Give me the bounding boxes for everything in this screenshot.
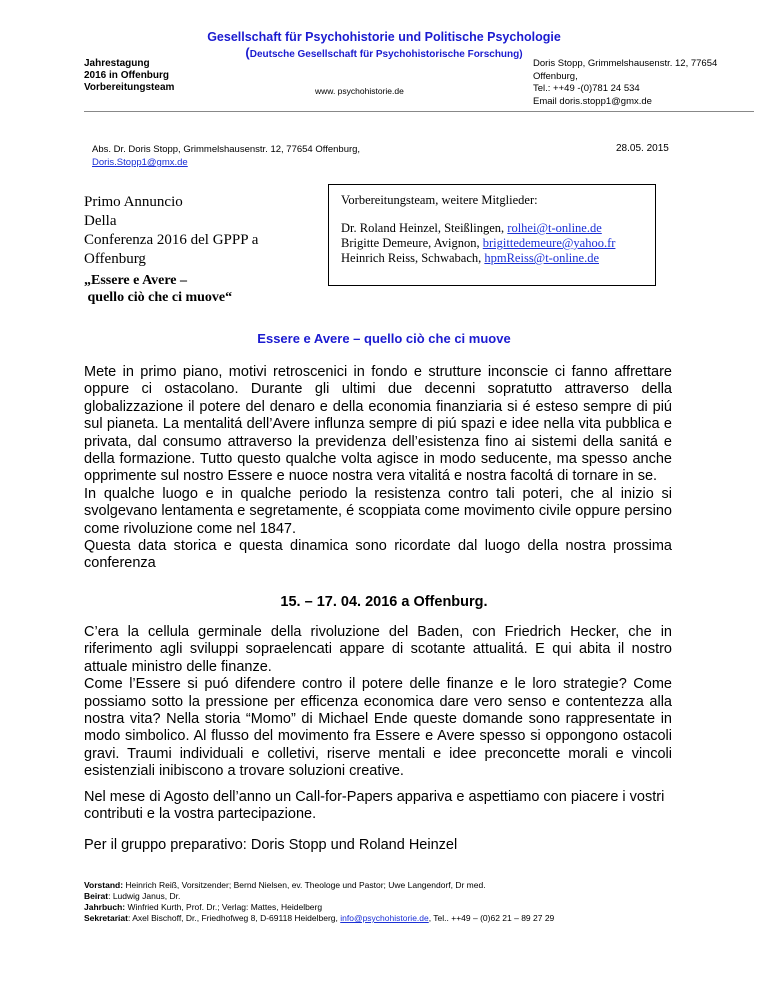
team-member-email-link[interactable]: rolhei@t-online.de [507,221,602,235]
paragraph-text: Mete in primo piano, motivi retroscenici in fondo e strutture inconscie ci fanno affrettare oppure ci ostacolano. Durante gli ultimi due decenni sopratutto attraverso della globalizzazione il potere del denaro e della economia finanziaria si é esteso sempre di piú sul pianeta. La mentalitá dell’Avere influnza sempre di piú spazi e idee nella vita pubblica e privata, dal consumo attraverso la previdenza dell’esistenza fino ai sistemi della sanitá e della formazione. Tutto questo qualche volta agisce in modo seducente, ma spesso anche opprimente sul nostro Essere e nuoce nostra vera vitalitá e nostra facoltá di tornare in se. [84,364,672,485]
announce-line: Offenburg [84,251,146,267]
event-date: 15. – 17. 04. 2016 a Offenburg. [280,594,488,610]
call-for-papers-paragraph: Nel mese di Agosto dell’anno un Call-for-Papers appariva e aspettiamo con piacere i vostri contributi e la vostra partecipazione. [84,789,665,823]
team-box [328,184,656,286]
footer-text: , Tel.. ++49 – (0)62 21 – 89 27 29 [428,913,555,923]
team-member-name: Heinrich Reiss, Schwabach, [341,251,485,265]
signature-line: Per il gruppo preparativo: Doris Stopp und Roland Heinzel [84,837,458,853]
footer-text: : Ludwig Janus, Dr. [108,891,181,901]
website: www. psychohistorie.de [315,86,404,96]
announce-line: Conferenza 2016 del GPPP a [84,232,259,248]
contact-email[interactable]: doris.stopp1@gmx.de [559,95,652,107]
subtitle-line: quello ciò che ci muove“ [84,290,233,305]
footer-vorstand [84,880,724,891]
sender-email-link[interactable]: Doris.Stopp1@gmx.de [92,157,188,168]
announce-line: Della [84,213,117,229]
contact-email-line [533,96,753,109]
footer-label: Jahrbuch: [84,902,126,912]
footer-label: Vorstand: [84,880,124,890]
paragraph-text: In qualche luogo e in qualche periodo la resistenza contro tali poteri, che al inizio si svolgevano lentamenta e segretamente, é scoppiata come movimento civile oppure persino come rivoluzione come nel 1847. [84,485,672,537]
contact-city: Offenburg, [533,70,578,82]
footer-label: Beirat [84,891,109,901]
team-member [341,251,643,266]
contact-phone: Tel.: ++49 -(0)781 24 534 [533,83,640,94]
context-paragraph [84,624,672,781]
contact-email-label: Email [533,95,560,107]
contact-address: Doris Stopp, Grimmelshausenstr. 12, 77654 [533,58,718,69]
contact-block [533,58,753,108]
footer-text: : Axel Bischoff, Dr., Friedhofweg 8, D-69118 Heidelberg, [127,913,341,923]
team-member-email-link[interactable]: brigittedemeure@yahoo.fr [482,236,616,250]
paragraph-text: Questa data storica e questa dinamica sono ricordate dal luogo della nostra prossima conferenza [84,538,672,572]
intro-paragraph [84,364,672,573]
paragraph-text: Come l’Essere si puó difendere contro il potere delle finanze e le loro strategie? Come possiamo sotto la pressione per efficenza economica dare vero senso e contentezza alla nostra vita? Nella storia “Momo” di Michael Ende queste domande sono rappresentate in modo simbolico. Al flusso del movimento fra Essere e Avere spesso si oppongono ostacoli gravi. Traumi individuali e colletivi, riserve mentali e idee preconcette morali e vincoli esistenziali inibiscono a trovare soluzioni creative. [84,676,672,780]
paragraph-text: C’era la cellula germinale della rivoluzione del Baden, con Friedrich Hecker, che in riferimento agli sviluppi sopraelencati appare di scotante attualitá. E qui abita il nostro attuale ministro delle finanze. [84,624,672,675]
org-subtitle-paren: ( [245,45,250,60]
sender-line [92,143,360,169]
footer-beirat [84,891,724,902]
section-title: Essere e Avere – quello ciò che ci muove [257,331,511,346]
team-member-name: Brigitte Demeure, Avignon, [341,236,483,250]
org-subtitle-text: Deutsche Gesellschaft für Psychohistorische Forschung) [249,49,523,60]
team-member [341,221,643,236]
sender-address: Abs. Dr. Doris Stopp, Grimmelshausenstr. 12, 77654 Offenburg, [92,144,361,155]
org-title: Gesellschaft für Psychohistorie und Politische Psychologie [207,30,561,44]
footer-text: Winfried Kurth, Prof. Dr.; Verlag: Mattes, Heidelberg [125,902,323,912]
announcement-title [84,193,258,269]
conference-subtitle [84,272,232,306]
subtitle-line: „Essere e Avere – [84,273,188,288]
footer-label: Sekretariat [84,913,128,923]
team-member [341,236,643,251]
footer-email-link[interactable]: info@psychohistorie.de [340,913,429,923]
footer-jahrbuch [84,902,724,913]
footer-sekretariat [84,913,724,924]
meeting-line: Jahrestagung [84,58,150,69]
footer [84,880,724,924]
header-divider [84,111,754,112]
letter-date: 28.05. 2015 [616,143,669,154]
footer-text: Heinrich Reiß, Vorsitzender; Bernd Nielsen, ev. Theologe und Pastor; Uwe Langendorf, Dr med. [123,880,486,890]
meeting-info [84,58,174,94]
team-box-heading: Vorbereitungsteam, weitere Mitglieder: [341,193,538,207]
meeting-line: Vorbereitungsteam [84,82,175,93]
team-member-email-link[interactable]: hpmReiss@t-online.de [484,251,599,265]
team-member-name: Dr. Roland Heinzel, Steißlingen, [341,221,508,235]
announce-line: Primo Annuncio [84,194,183,210]
meeting-line: 2016 in Offenburg [84,70,170,81]
